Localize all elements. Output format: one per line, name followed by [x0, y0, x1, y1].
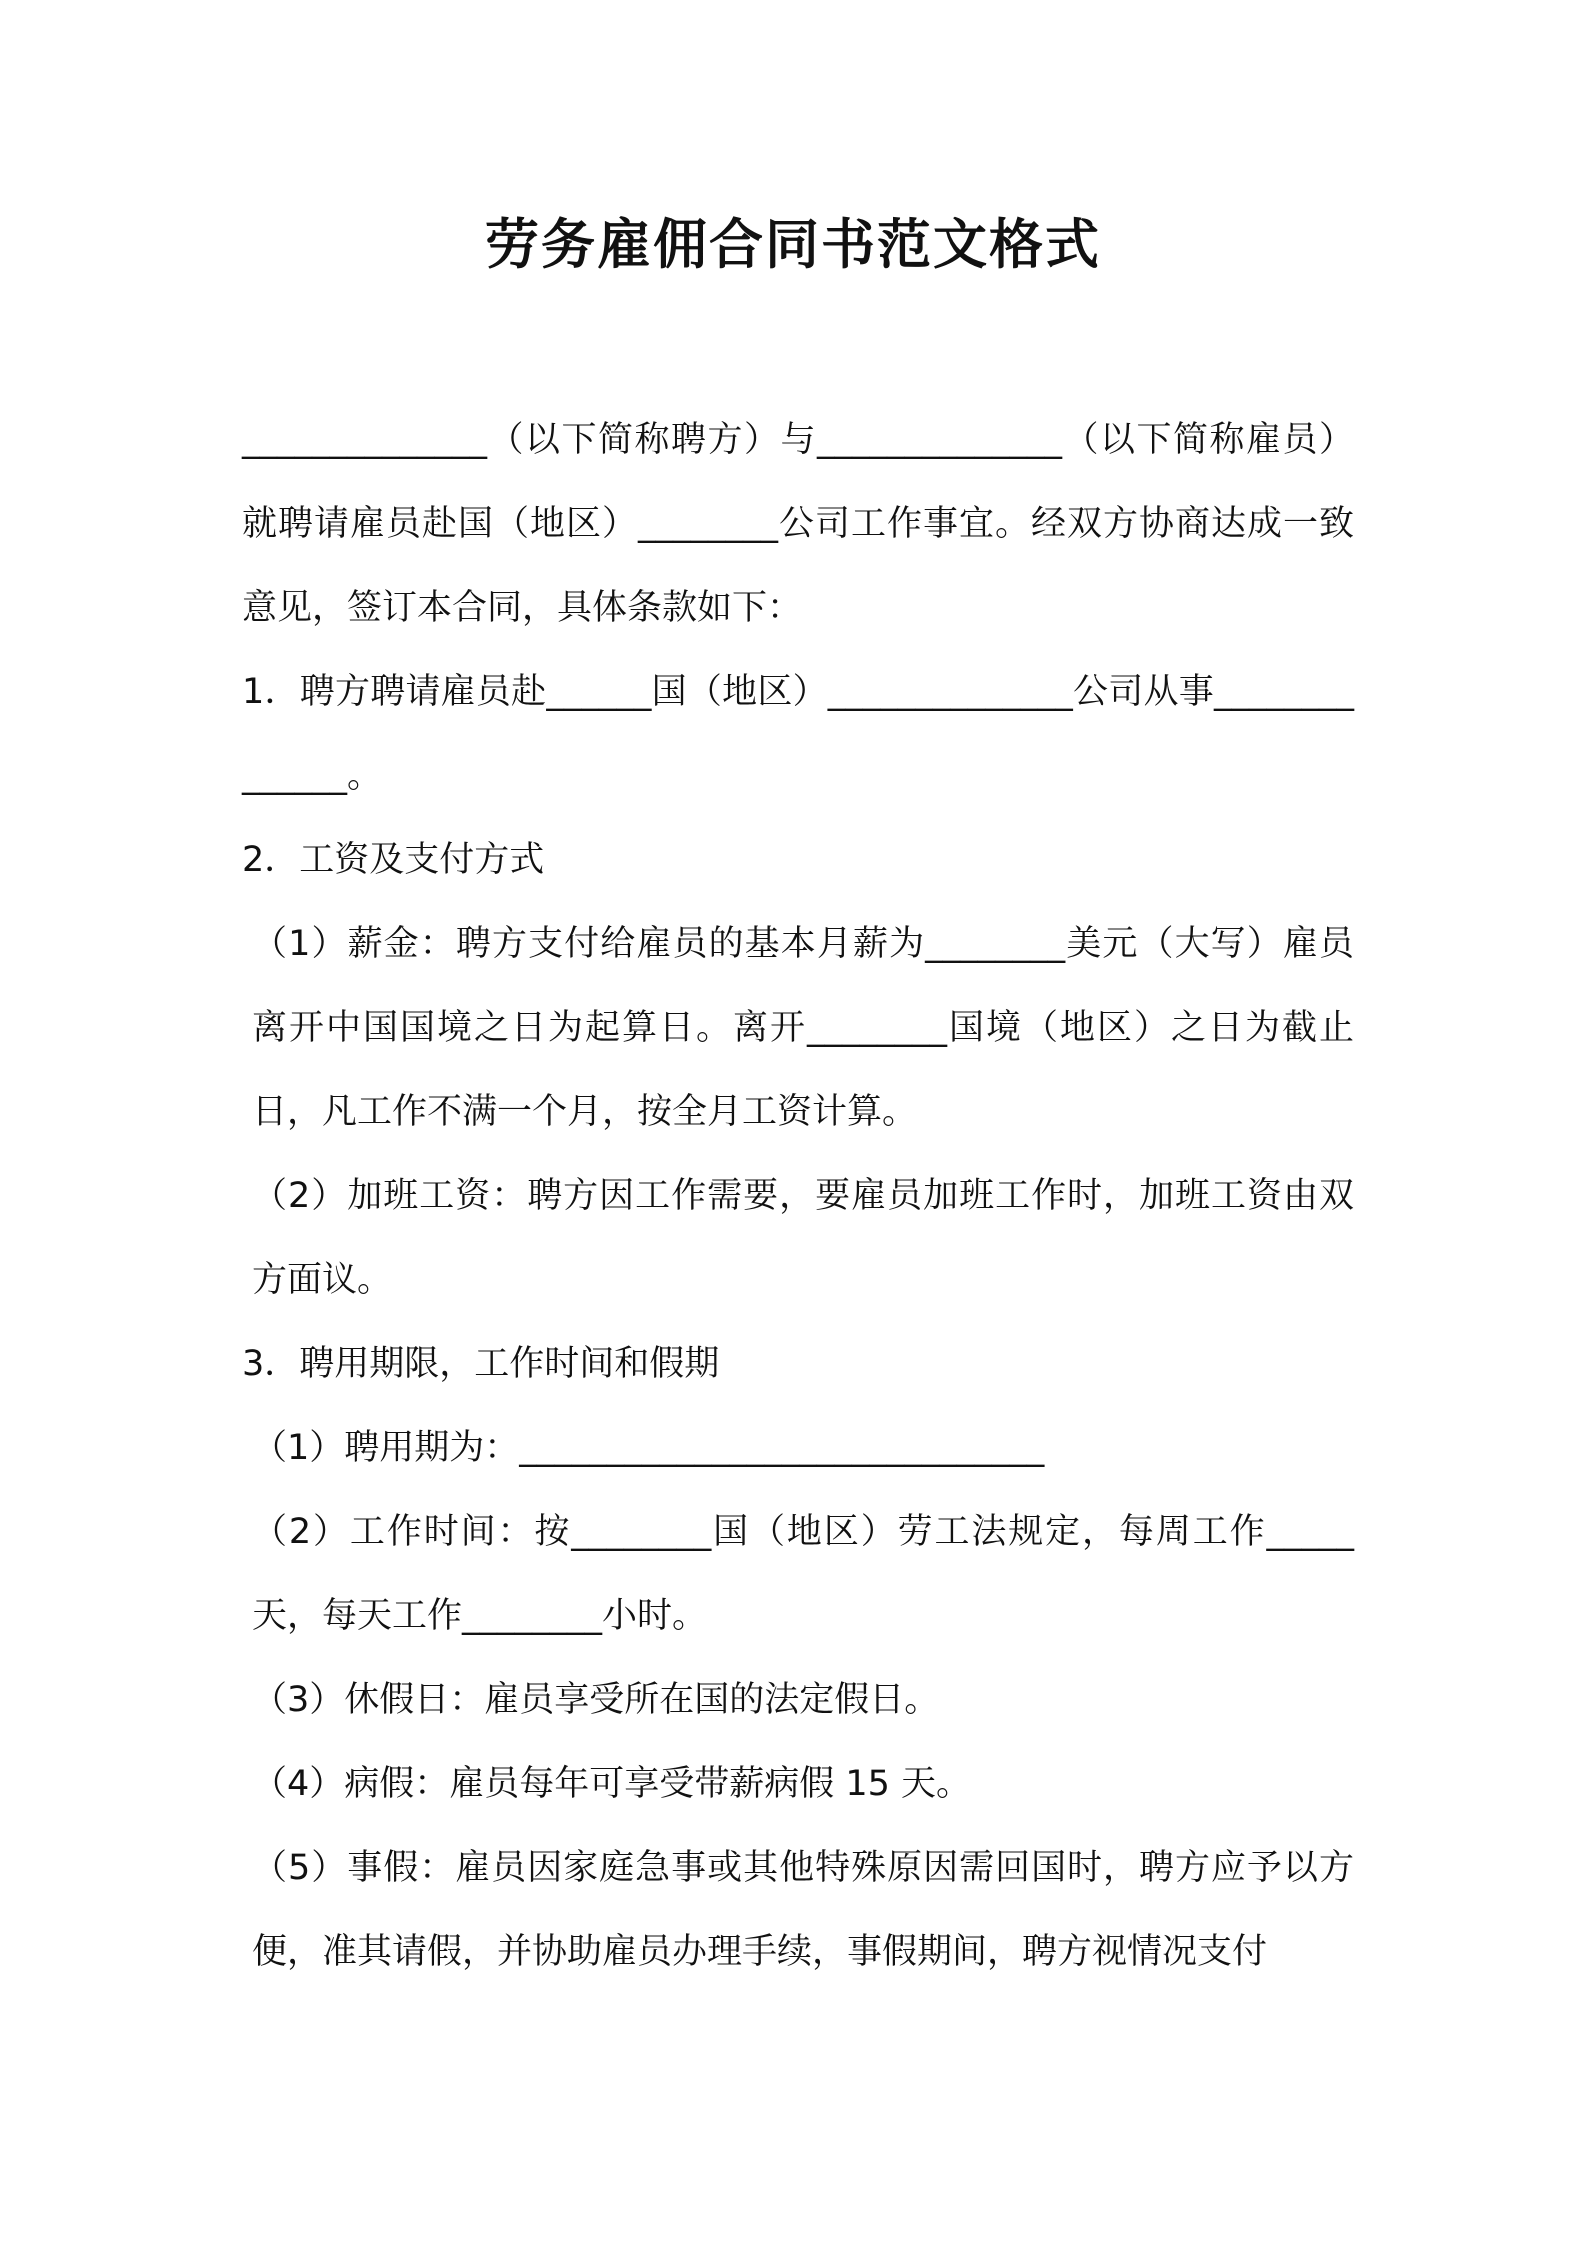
clause-3-1-paragraph: （1）聘用期为：______________________________ — [252, 1428, 1045, 1468]
clause-2-2-paragraph: （2）加班工资：聘方因工作需要，要雇员加班工作时，加班工资由双方面议。 — [252, 1176, 1354, 1300]
intro-paragraph: ______________（以下简称聘方）与______________（以下简称雇员）就聘请雇员赴国（地区）________公司工作事宜。经双方协商达成一致意见，签订本合同，具体条款如下： — [242, 420, 1354, 628]
clause-1-paragraph: 1．聘方聘请雇员赴______国（地区）______________公司从事______________。 — [242, 672, 1354, 796]
document-title: 劳务雇佣合同书范文格式 — [485, 213, 1101, 276]
clause-2-heading: 2．工资及支付方式 — [242, 840, 545, 880]
document-body — [242, 398, 1354, 1994]
clause-3-2-paragraph: （2）工作时间：按________国（地区）劳工法规定，每周工作_____天，每天工作________小时。 — [252, 1512, 1354, 1636]
clause-3-4-paragraph: （4）病假：雇员每年可享受带薪病假 15 天。 — [252, 1764, 972, 1804]
clause-2-1-paragraph: （1）薪金：聘方支付给雇员的基本月薪为________美元（大写）雇员离开中国国境之日为起算日。离开________国境（地区）之日为截止日，凡工作不满一个月，按全月工资计算。 — [252, 924, 1354, 1132]
clause-3-heading: 3．聘用期限，工作时间和假期 — [242, 1344, 720, 1384]
clause-3-5-paragraph: （5）事假：雇员因家庭急事或其他特殊原因需回国时，聘方应予以方便，准其请假，并协助雇员办理手续，事假期间，聘方视情况支付 — [252, 1848, 1354, 1972]
clause-3-3-paragraph: （3）休假日：雇员享受所在国的法定假日。 — [252, 1680, 940, 1720]
